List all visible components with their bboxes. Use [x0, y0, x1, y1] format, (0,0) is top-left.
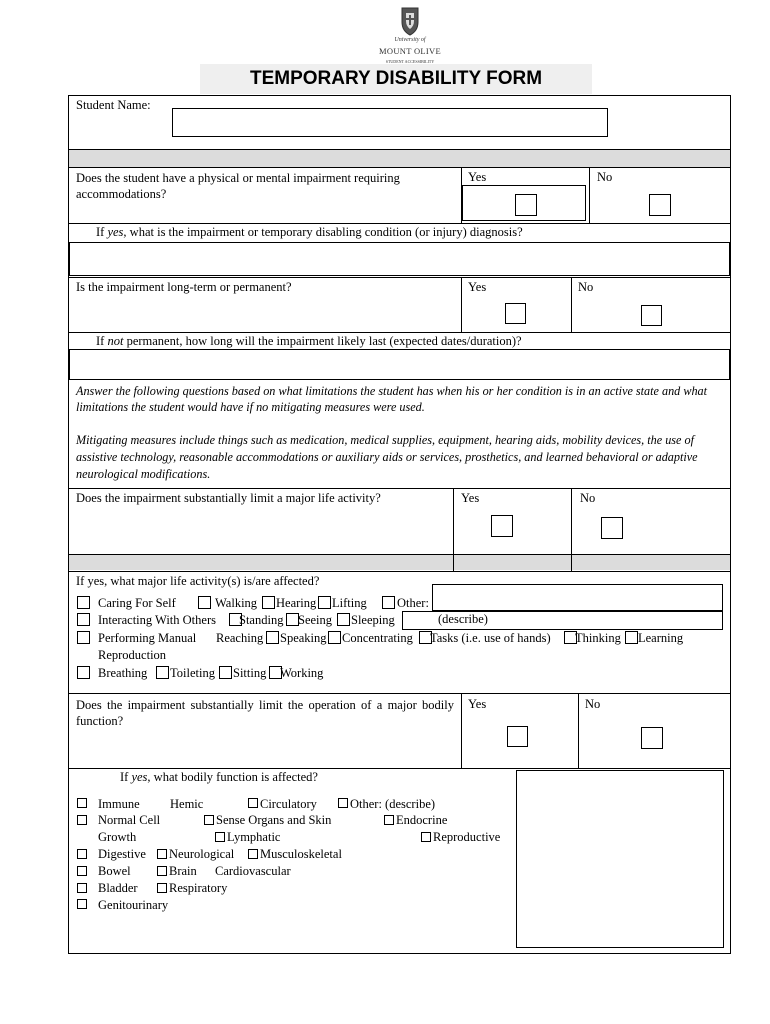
brain-checkbox[interactable]	[157, 866, 167, 876]
q3-no-checkbox[interactable]	[601, 517, 623, 539]
q4-text: Does the impairment substantially limit the operation of a major bodily function?	[76, 698, 454, 728]
performing-checkbox[interactable]	[77, 631, 90, 644]
toileting-checkbox[interactable]	[156, 666, 169, 679]
caring-label: Caring For Self	[98, 596, 176, 610]
bodily-describe-box[interactable]	[516, 770, 724, 948]
breathing-label: Breathing	[98, 666, 148, 680]
q3-yes-checkbox[interactable]	[491, 515, 513, 537]
other-activity-input[interactable]	[432, 584, 723, 611]
q1-yes-label: Yes	[468, 170, 487, 184]
cardiovascular-label: Cardiovascular	[215, 864, 291, 878]
speaking-label: Speaking	[280, 631, 327, 645]
q1-no-checkbox[interactable]	[649, 194, 671, 216]
q1-followup-label: If yes, what is the impairment or temporary disabling condition (or injury) diagnosis?	[96, 225, 523, 239]
genitourinary-checkbox[interactable]	[77, 899, 87, 909]
instructions-paragraph-2: Mitigating measures include things such as medication, medical supplies, equipment, hearing aids, mobility devices, the use of assistive technology, reasonable accommodations or auxiliary aids or services, prosthetics, and learned behavioral or adaptive neurological modifications.	[76, 433, 698, 481]
q3-gray-right	[572, 554, 730, 570]
student-name-input[interactable]	[172, 108, 608, 137]
sitting-checkbox[interactable]	[219, 666, 232, 679]
logo-line-1: University of	[394, 37, 426, 43]
describe-label: (describe)	[438, 612, 488, 626]
breathing-checkbox[interactable]	[77, 666, 90, 679]
other-bodily-label: Other: (describe)	[350, 797, 436, 811]
hearing-label: Hearing	[276, 596, 317, 610]
q1-text: Does the student have a physical or mental impairment requiring accommodations?	[76, 171, 400, 201]
speaking-checkbox[interactable]	[266, 631, 279, 644]
q2-no-checkbox[interactable]	[641, 305, 662, 326]
thinking-label: Thinking	[575, 631, 621, 645]
other-activity-label: Other:	[397, 596, 429, 610]
learning-label: Learning	[638, 631, 684, 645]
page-title: TEMPORARY DISABILITY FORM	[249, 68, 543, 89]
q4-no-label: No	[585, 697, 601, 711]
diagnosis-input[interactable]	[69, 242, 730, 276]
hearing-checkbox[interactable]	[262, 596, 275, 609]
walking-label: Walking	[215, 596, 258, 610]
q2-text: Is the impairment long-term or permanent?	[76, 280, 292, 294]
q4-yes-label: Yes	[468, 697, 487, 711]
logo-line-3: STUDENT ACCESSIBILITY	[385, 59, 435, 64]
digestive-label: Digestive	[98, 847, 146, 861]
q3-gray-left	[69, 554, 453, 570]
concentrating-label: Concentrating	[342, 631, 413, 645]
other-activity-checkbox[interactable]	[382, 596, 395, 609]
tasks-label: Tasks (i.e. use of hands)	[430, 631, 551, 645]
q1-no-label: No	[597, 170, 613, 184]
sense-label: Sense Organs and Skin	[216, 813, 332, 827]
q4-no-checkbox[interactable]	[641, 727, 663, 749]
circulatory-label: Circulatory	[260, 797, 317, 811]
life-activity-question: If yes, what major life activity(s) is/are affected?	[76, 574, 320, 588]
endocrine-label: Endocrine	[396, 813, 448, 827]
endocrine-checkbox[interactable]	[384, 815, 394, 825]
q3-text: Does the impairment substantially limit a major life activity?	[76, 491, 381, 505]
instructions-paragraph-1: Answer the following questions based on what limitations the student has when his or her condition is in an active state and what limitations the student would have if no mitigating measures were used.	[76, 384, 708, 414]
q3-yes-label: Yes	[461, 491, 480, 505]
respiratory-checkbox[interactable]	[157, 883, 167, 893]
growth-label: Growth	[98, 830, 137, 844]
q2-followup-label: If not permanent, how long will the impairment likely last (expected dates/duration)?	[96, 334, 522, 348]
sense-checkbox[interactable]	[204, 815, 214, 825]
q2-no-label: No	[578, 280, 594, 294]
hemic-label: Hemic	[170, 797, 204, 811]
bladder-checkbox[interactable]	[77, 883, 87, 893]
normal-cell-checkbox[interactable]	[77, 815, 87, 825]
reproductive-label: Reproductive	[433, 830, 501, 844]
interacting-label: Interacting With Others	[98, 613, 216, 627]
q2-yes-checkbox[interactable]	[505, 303, 526, 324]
student-name-label: Student Name:	[76, 98, 151, 112]
seeing-label: Seeing	[298, 613, 333, 627]
logo-line-2: MOUNT OLIVE	[379, 46, 441, 56]
bodily-question: If yes, what bodily function is affected?	[120, 770, 318, 784]
lymphatic-label: Lymphatic	[227, 830, 281, 844]
q2-yes-label: Yes	[468, 280, 487, 294]
lifting-label: Lifting	[332, 596, 367, 610]
neurological-label: Neurological	[169, 847, 235, 861]
shield-icon	[360, 4, 460, 38]
lymphatic-checkbox[interactable]	[215, 832, 225, 842]
standing-label: Standing	[239, 613, 284, 627]
walking-checkbox[interactable]	[198, 596, 211, 609]
digestive-checkbox[interactable]	[77, 849, 87, 859]
q4-yes-checkbox[interactable]	[507, 726, 528, 747]
bowel-checkbox[interactable]	[77, 866, 87, 876]
learning-checkbox[interactable]	[625, 631, 638, 644]
sleeping-label: Sleeping	[351, 613, 395, 627]
musculoskeletal-label: Musculoskeletal	[260, 847, 342, 861]
performing-label: Performing Manual	[98, 631, 197, 645]
normal-cell-label: Normal Cell	[98, 813, 161, 827]
reproduction-label: Reproduction	[98, 648, 167, 662]
toileting-label: Toileting	[170, 666, 215, 680]
circulatory-checkbox[interactable]	[248, 798, 258, 808]
reproductive-checkbox[interactable]	[421, 832, 431, 842]
bladder-label: Bladder	[98, 881, 138, 895]
reaching-label: Reaching	[216, 631, 264, 645]
concentrating-checkbox[interactable]	[328, 631, 341, 644]
duration-input[interactable]	[69, 349, 730, 380]
lifting-checkbox[interactable]	[318, 596, 331, 609]
caring-checkbox[interactable]	[77, 596, 90, 609]
sleeping-checkbox[interactable]	[337, 613, 350, 626]
bowel-label: Bowel	[98, 864, 131, 878]
other-bodily-checkbox[interactable]	[338, 798, 348, 808]
genitourinary-label: Genitourinary	[98, 898, 169, 912]
q3-no-label: No	[580, 491, 596, 505]
musculoskeletal-checkbox[interactable]	[248, 849, 258, 859]
immune-label: Immune	[98, 797, 140, 811]
interacting-checkbox[interactable]	[77, 613, 90, 626]
respiratory-label: Respiratory	[169, 881, 228, 895]
university-logo	[360, 4, 460, 66]
immune-checkbox[interactable]	[77, 798, 87, 808]
sitting-label: Sitting	[233, 666, 267, 680]
separator-row	[69, 150, 730, 167]
working-label: Working	[280, 666, 324, 680]
brain-label: Brain	[169, 864, 197, 878]
neurological-checkbox[interactable]	[157, 849, 167, 859]
q3-gray-mid	[454, 554, 571, 570]
q1-yes-checkbox[interactable]	[515, 194, 537, 216]
